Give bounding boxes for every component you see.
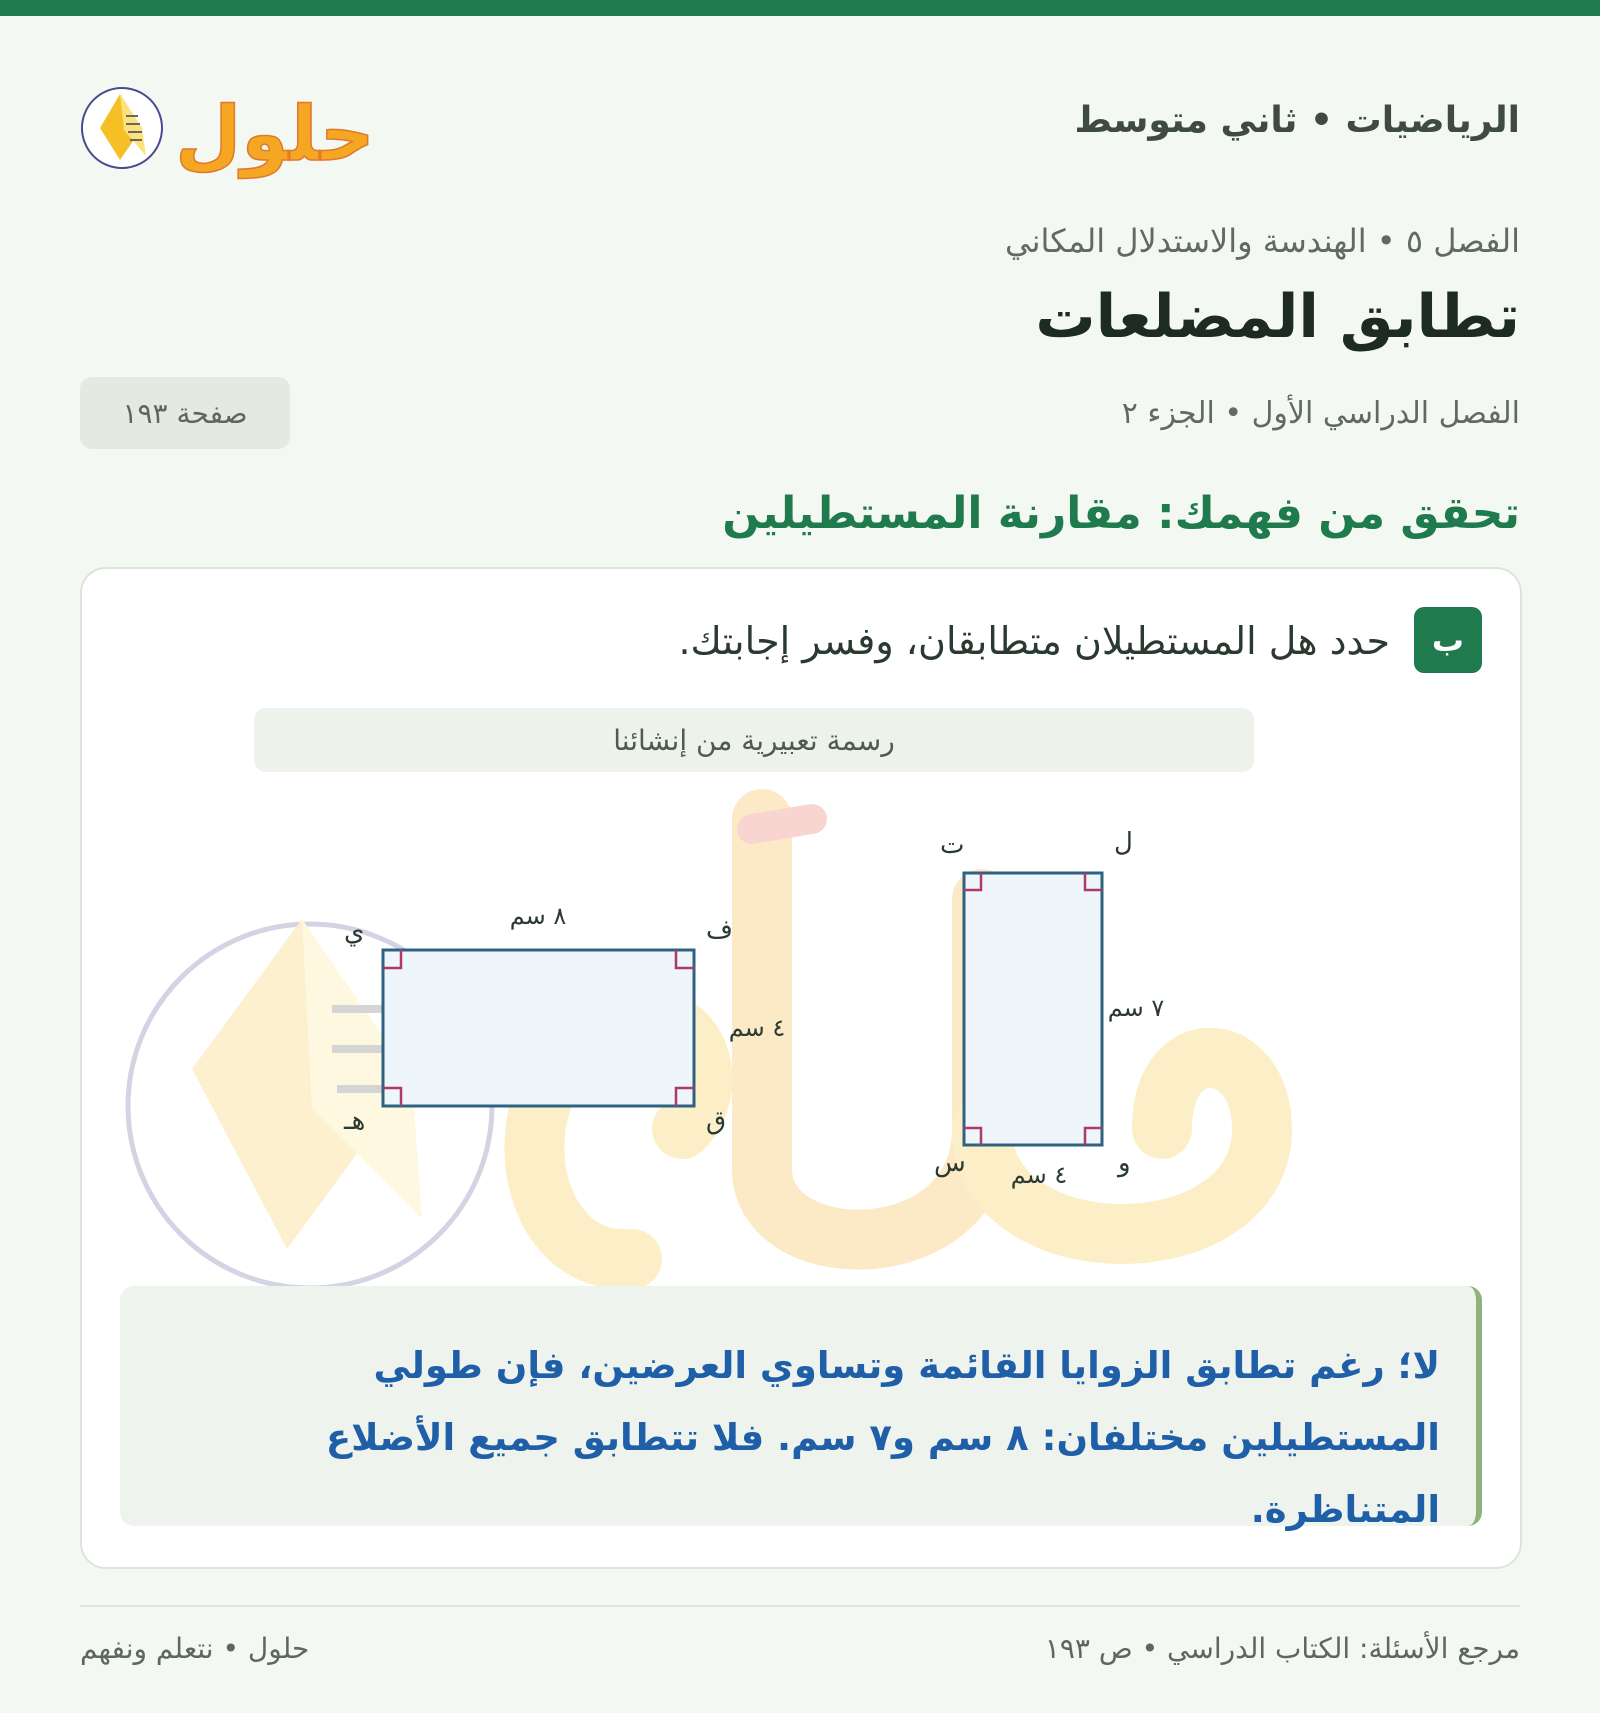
page-badge: صفحة ١٩٣ (80, 377, 290, 449)
rect2-vertex-top-right: ل (1114, 828, 1133, 858)
rect2-length-label: ٧ سم (1107, 994, 1165, 1022)
rect1-width-label: ٤ سم (728, 1014, 786, 1042)
rect1-length-label: ٨ سم (509, 902, 567, 930)
rect2-vertex-bottom-left: س (934, 1148, 966, 1178)
section-title: تحقق من فهمك: مقارنة المستطيلين (722, 488, 1520, 539)
figure-note: رسمة تعبيرية من إنشائنا (254, 708, 1254, 772)
logo-text: حلول (175, 89, 375, 178)
answer-box (120, 1286, 1482, 1531)
rect1-vertex-top-right: ف (706, 915, 733, 945)
question-text: حدد هل المستطيلان متطابقان، وفسر إجابتك. (678, 619, 1390, 663)
rect2-vertex-top-left: ت (940, 830, 965, 860)
site-logo[interactable] (80, 68, 380, 188)
rect2-vertex-bottom-right: و (1118, 1148, 1131, 1178)
rectangle-1 (383, 950, 694, 1106)
rect1-vertex-bottom-left: هـ (344, 1106, 366, 1136)
semester-label: الفصل الدراسي الأول • الجزء ٢ (1121, 396, 1520, 431)
rect2-width-label: ٤ سم (1010, 1161, 1068, 1189)
top-accent-bar (0, 0, 1600, 16)
question-letter-badge: ب (1414, 607, 1482, 673)
footer-divider (80, 1605, 1520, 1607)
rect1-vertex-top-left: ي (344, 917, 365, 947)
rectangle-2 (964, 873, 1102, 1145)
footer-brand: حلول • نتعلم ونفهم (80, 1632, 310, 1665)
lesson-title: تطابق المضلعات (1035, 282, 1520, 352)
footer-reference: مرجع الأسئلة: الكتاب الدراسي • ص ١٩٣ (1044, 1632, 1520, 1665)
header (80, 60, 1520, 200)
chapter-label: الفصل ٥ • الهندسة والاستدلال المكاني (1004, 222, 1520, 260)
answer-text: لا؛ رغم تطابق الزوايا القائمة وتساوي العرضين، فإن طولي المستطيلين مختلفان: ٨ سم و٧ سم. فلا تتطابق جميع الأضلاع المتناظرة. (325, 1344, 1440, 1531)
question-card (80, 567, 1522, 1569)
course-title: الرياضيات • ثاني متوسط (1074, 100, 1520, 141)
rect1-vertex-bottom-right: ق (706, 1106, 727, 1136)
